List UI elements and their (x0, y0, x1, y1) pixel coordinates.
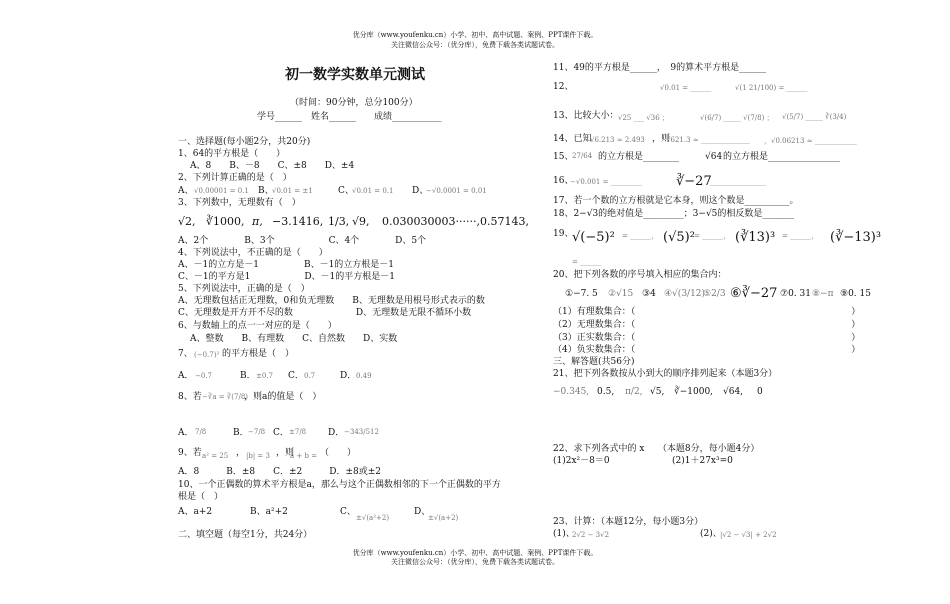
q12-f1: √0.01 = ______ (660, 84, 712, 92)
q7-b: B． (240, 371, 256, 381)
q8-formula: −∛a = ∛(7/8) (202, 393, 249, 401)
q3-num-3: π, (252, 215, 263, 228)
q3-num-4: −3.1416, (272, 215, 324, 228)
q2-b-formula: √0.01 = ±1 (272, 187, 313, 195)
q16: 16、 (553, 176, 574, 186)
q9-formula-1: a² = 25 (202, 452, 229, 460)
q7-d: D． (340, 371, 357, 381)
q20-set-rational: （1）有理数集合：（ ） (553, 307, 861, 317)
q18: 18、2−√3的绝对值是_________；3−√5的相反数是_______ (553, 209, 794, 219)
q13-f2: √(6/7) _____ √(7/8) ； (700, 114, 774, 122)
q13-f1: √25 ___ √36 ； (618, 114, 669, 122)
q15-f2: √64 (705, 152, 723, 162)
q22-part-1: (1)2x²－8＝0 (553, 456, 610, 466)
q20-item-3: ③4 (642, 289, 656, 299)
q3-num-5: 1/3, (328, 215, 350, 228)
q12-f2: √(1 21/100) = ______ (735, 84, 808, 92)
q10-c-val: ±√(a²+2) (356, 514, 390, 522)
q2-c-formula: √0.01 = 0.1 (352, 187, 394, 195)
q6-options: A、整数 B、有理数 C、自然数 D、实数 (190, 334, 398, 344)
q8-c: C． (273, 428, 289, 438)
q9: 9、若 (178, 448, 202, 458)
q7-b-val: ±0.7 (256, 372, 273, 380)
q15-text2: 的立方根是________________ (723, 152, 841, 162)
q23-part-2-formula: |√2 − √3| + 2√2 (720, 531, 777, 539)
q9-sep: ， (236, 448, 246, 458)
q8: 8、若 (178, 392, 202, 402)
q14-f2: √621.3 ≈ ______________ (666, 136, 750, 144)
q2: 2、下列计算正确的是（ ） (178, 173, 292, 183)
q7: 7、 (178, 349, 193, 359)
q14-then: ，则 (652, 134, 671, 144)
q23-part-1-formula: 2√2 − 3√2 (572, 531, 610, 539)
q2-c: C、 (338, 186, 354, 196)
q2-a-formula: √0.00001 = 0.1 (194, 187, 249, 195)
q21: 21、把下列各数按从小到大的顺序排列起来（本题3分） (553, 369, 778, 379)
q1-options: A、8 B、－8 C、±8 D、±4 (190, 161, 355, 171)
q3-options: A、2个 B、3个 C、4个 D、5个 (178, 236, 427, 246)
q14-f1: √6.213 ≈ 2.493 (590, 136, 645, 144)
q21-num-6: √64, (723, 387, 744, 397)
q14: 14、已知 (553, 134, 592, 144)
q4: 4、下列说法中，不正确的是（ ） (178, 248, 328, 258)
q3-num-7: 0.030030003······, (382, 215, 480, 228)
q15-f1: 27/64 (572, 152, 593, 160)
q9-formula-2: |b| = 3 (246, 452, 270, 460)
q19-f3-blank: = ______， (782, 232, 819, 240)
q20-item-1: ①−7. 5 (565, 289, 598, 299)
q19-f1: √(−5)² (572, 230, 615, 245)
q4-options-cd: C、－1的平方是1 D、－1的平方根是－1 (178, 272, 396, 282)
q21-num-1: −0.345, (553, 387, 590, 397)
q7-text: 的平方根是（ ） (222, 349, 295, 359)
q10-c: C、 (340, 507, 356, 517)
q8-a: A． (178, 428, 194, 438)
q20-set-irrational: （2）无理数集合：（ ） (553, 320, 861, 330)
q21-num-4: √5, (650, 387, 665, 397)
q20-item-9: ⑨0. 15 (840, 289, 871, 299)
q12: 12、 (553, 82, 574, 92)
q7-c: C． (288, 371, 304, 381)
q2-b: B、 (258, 186, 274, 196)
q8-text: ，则a的值是（ ） (244, 392, 322, 402)
section-fill: 二、填空题（每空1分，共24分） (178, 530, 313, 540)
header-line-1: 优分库（www.youfenku.cn）小学、初中、高中试题、案例、PPT课件下载。 (352, 31, 598, 39)
q8-b-val: −7/8 (248, 428, 266, 436)
q9-bracket: （ ） (320, 448, 357, 458)
q23-part-1: (1)、 (553, 529, 575, 539)
q9-then: ，则 (276, 448, 295, 458)
q20-item-8: ⑧−π (812, 289, 834, 299)
q9-options: A．8 B．±8 C．±2 D．±8或±2 (178, 467, 382, 477)
q16-f2: ∛−27 (676, 174, 712, 189)
q8-d-val: −343/512 (344, 428, 379, 436)
q20-item-7: ⑦0. 31 (780, 289, 811, 299)
q5-options-cd: C、无理数是开方开不尽的数 D、无理数是无限不循环小数 (178, 308, 472, 318)
q21-num-3: π/2, (625, 387, 643, 397)
student-info: 学号______ 姓名______ 成绩___________ (257, 112, 442, 122)
q5-options-ab: A、无理数包括正无理数，0和负无理数 B、无理数是用根号形式表示的数 (178, 296, 485, 306)
q3-num-2: ∛1000, (206, 215, 245, 228)
q20-set-negative: （4）负实数集合：（ ） (553, 345, 861, 355)
q19-last-blank: = ______ (572, 258, 602, 266)
q20-set-positive: （3）正实数集合：（ ） (553, 333, 861, 343)
footer-line-1: 优分库（www.youfenku.cn）小学、初中、高中试题、案例、PPT课件下载。 (352, 549, 598, 557)
q10-a: A、a+2 (178, 507, 213, 517)
q3: 3、下列数中，无理数有（ ） (178, 198, 301, 208)
q8-a-val: 7/8 (195, 428, 207, 436)
q19-f4: (∛−13)³ (830, 230, 882, 245)
q10-b: B、a²+2 (250, 507, 288, 517)
q15: 15、 (553, 152, 574, 162)
q6: 6、与数轴上的点一一对应的是（ ） (178, 321, 337, 331)
section-answer: 三、解答题(共56分) (553, 357, 635, 367)
q23-part-2: (2)、 (700, 529, 722, 539)
q3-num-6: √9, (352, 215, 370, 228)
q20-item-5: ⑤2/3 (703, 289, 726, 299)
q11: 11、49的平方根是______， 9的算术平方根是______ (553, 63, 767, 73)
q19-f3: (∛13)³ (735, 230, 776, 245)
q13: 13、比较大小： (553, 111, 619, 121)
q19-f1-blank: = ______， (622, 232, 659, 240)
header-line-2: 关注微信公众号：（优分库），免费下载各类试题试卷。 (391, 41, 559, 49)
q22-part-2: (2)1＋27x³=0 (672, 456, 733, 466)
footer-line-2: 关注微信公众号：（优分库），免费下载各类试题试卷。 (391, 558, 559, 566)
q17: 17、若一个数的立方根就是它本身，则这个数是__________。 (553, 196, 799, 206)
page-title: 初一数学实数单元测试 (285, 67, 425, 83)
q7-formula: (−0.7)² (194, 351, 220, 359)
q7-c-val: 0.7 (304, 372, 316, 380)
q10: 10、一个正偶数的算术平方根是a，那么与这个正偶数相邻的下一个正偶数的平方 (178, 480, 501, 490)
q19: 19、 (553, 229, 574, 239)
q16-f1: −√0.001 = _________ (570, 178, 643, 186)
q2-d-formula: −√0.0001 = 0.01 (426, 187, 487, 195)
q10-d: D、 (414, 507, 431, 517)
q21-num-7: 0 (757, 387, 763, 397)
q7-d-val: 0.49 (356, 372, 372, 380)
q19-f2: (√5)² (663, 230, 695, 245)
q20-item-4: ④√(3/12) (664, 289, 706, 299)
q10-d-val: ±√(a+2) (428, 514, 459, 522)
section-choice: 一、选择题(每小题2分，共20分) (178, 137, 311, 147)
q22: 22、求下列各式中的 x （本题8分，每小题4分） (553, 444, 760, 454)
q5: 5、下列说法中，正确的是（ ） (178, 284, 310, 294)
q10-line2: 根是（ ） (178, 492, 224, 502)
q19-f2-blank: = ______， (694, 232, 731, 240)
q7-a: A． (178, 371, 194, 381)
q20: 20、把下列各数的序号填入相应的集合内： (553, 270, 727, 280)
q13-f3: √(5/7) _____ ∛(3/4) (782, 113, 847, 121)
q3-num-1: √2, (178, 215, 196, 228)
q21-num-5: ∛−1000, (674, 387, 714, 397)
q23: 23、计算：（本题12分，每小题3分） (553, 517, 704, 527)
q9-formula-3: a + b = (290, 452, 318, 460)
q4-options-ab: A、－1的立方是－1 B、－1的立方根是－1 (178, 260, 395, 270)
q15-text1: 的立方根是________ (598, 152, 680, 162)
q21-num-2: 0.5, (597, 387, 615, 397)
q20-item-6: ⑥∛−27 (730, 286, 778, 301)
q14-f3: ，√0.06213 ≈ ____________ (764, 137, 857, 145)
q2-d: D、 (412, 186, 429, 196)
q1: 1、64的平方根是（ ） (178, 149, 286, 159)
q8-d: D． (328, 428, 345, 438)
q7-a-val: −0.7 (195, 372, 212, 380)
q8-b: B． (233, 428, 249, 438)
q3-num-8: 0.57143, (480, 215, 529, 228)
q8-c-val: ±7/8 (289, 428, 307, 436)
q2-a: A、 (178, 186, 194, 196)
q20-item-2: ②√15 (608, 289, 634, 299)
q16-f3: ________________ (710, 178, 766, 186)
exam-info: （时间：90分钟，总分100分） (290, 98, 418, 108)
